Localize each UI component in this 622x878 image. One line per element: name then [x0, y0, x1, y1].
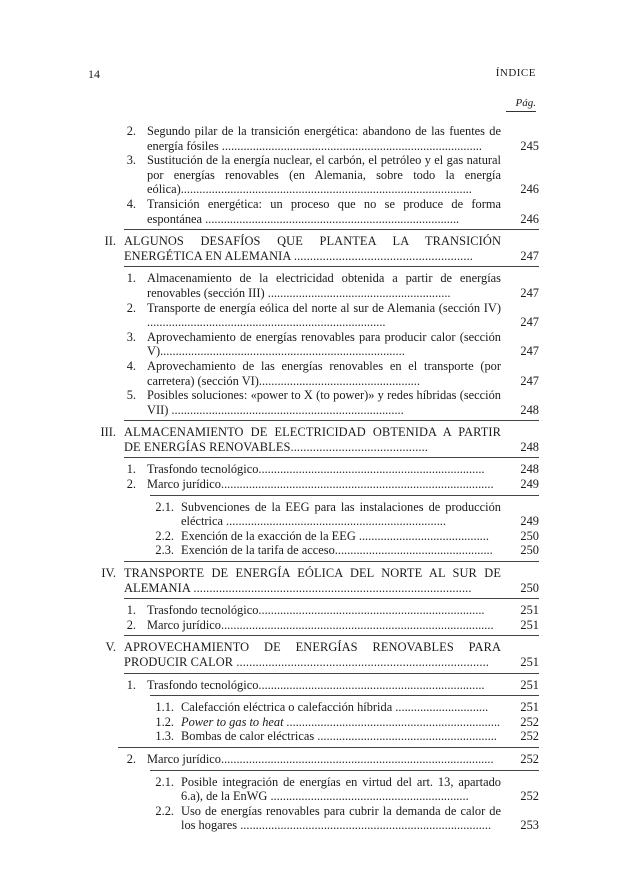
- toc-section: [88, 425, 539, 454]
- toc-entry-number: 4.: [126, 196, 136, 211]
- toc-entry-page: 247: [520, 344, 539, 359]
- section-divider: [124, 598, 539, 599]
- toc-entry: [88, 153, 539, 197]
- toc-subentry-title: Subvenciones de la EEG para las instalaciones de producción eléctrica .......................................................................: [181, 499, 501, 529]
- toc-entry: [88, 271, 539, 300]
- page-number: 14: [88, 67, 100, 81]
- toc-subentry-page: 250: [520, 528, 539, 543]
- toc-subentry-number: 1.2.: [155, 714, 174, 729]
- toc-subentry-page: 250: [520, 543, 539, 558]
- toc-entry-page: 251: [520, 617, 539, 632]
- toc-section-number: III.: [100, 425, 116, 440]
- toc-subentry: [88, 729, 539, 744]
- toc-entry-number: 5.: [126, 388, 136, 403]
- running-head: ÍNDICE: [495, 67, 536, 79]
- section-divider: [150, 495, 539, 496]
- toc-entry: [88, 330, 539, 359]
- toc-entry-page: 251: [520, 677, 539, 692]
- toc-entry-title: Trasfondo tecnológico.........................................................................: [147, 677, 485, 692]
- toc-entry-page: 248: [520, 402, 539, 417]
- toc-subentry-title: Uso de energías renovables para cubrir la demanda de calor de los hogares .................................................................................: [181, 803, 501, 833]
- toc-subentry-number: 2.1.: [155, 774, 174, 789]
- section-divider: [124, 266, 539, 267]
- toc-section-page: 248: [520, 439, 539, 454]
- toc-entry-title: Sustitución de la energía nuclear, el carbón, el petróleo y el gas natural por energías renovables (en Alemania, sobre todo la energía eólica)..............................................................................................: [147, 153, 501, 197]
- toc-entry-title: Transporte de energía eólica del norte al sur de Alemania (sección IV) .............................................................................: [147, 300, 501, 330]
- toc-subentry-title: Calefacción eléctrica o calefacción híbrida ..............................: [181, 700, 489, 715]
- toc-entry-page: 245: [520, 138, 539, 153]
- toc-entry-title: Trasfondo tecnológico.........................................................................: [147, 603, 485, 618]
- toc-entry: [88, 678, 539, 693]
- toc-subentry-title: Exención de la tarifa de acceso...................................................: [181, 543, 493, 558]
- toc-subentry-number: 2.3.: [155, 543, 174, 558]
- toc-entry-number: 1.: [126, 271, 136, 286]
- toc-entry-number: 1.: [126, 603, 136, 618]
- section-divider: [150, 770, 539, 771]
- toc-entry-page: 247: [520, 285, 539, 300]
- toc-section-page: 250: [520, 580, 539, 595]
- toc-subentry: [88, 715, 539, 730]
- toc-entry: [88, 752, 539, 767]
- toc-section-number: V.: [105, 640, 116, 655]
- toc-entry-title: Posibles soluciones: «power to X (to power)» y redes híbridas (sección VII) ...........................................................................: [147, 388, 501, 417]
- toc-entry-title: Aprovechamiento de las energías renovables en el transporte (por carretera) (sección VI)....................................................: [147, 358, 501, 388]
- section-divider: [150, 695, 539, 696]
- toc-entry-title: Marco jurídico........................................................................................: [147, 617, 494, 632]
- toc-entry-page: 248: [520, 462, 539, 477]
- toc-section-title: APROVECHAMIENTO DE ENERGÍAS RENOVABLES PARA PRODUCIR CALOR ...............................................................................: [124, 640, 501, 669]
- toc-entry-page: 252: [520, 751, 539, 766]
- table-of-contents: [88, 124, 539, 833]
- toc-entry-number: 1.: [126, 677, 136, 692]
- toc-subentry: [88, 500, 539, 529]
- toc-section-number: II.: [104, 234, 116, 249]
- toc-entry: [88, 603, 539, 618]
- section-divider: [124, 673, 539, 674]
- toc-entry-number: 2.: [126, 751, 136, 766]
- toc-entry-title: Trasfondo tecnológico.........................................................................: [147, 462, 485, 477]
- section-divider: [124, 420, 539, 421]
- toc-section: [88, 640, 539, 669]
- toc-subentry-number: 2.1.: [155, 499, 174, 514]
- toc-entry-number: 2.: [126, 124, 136, 138]
- toc-subentry-page: 252: [520, 729, 539, 744]
- toc-subentry-title: Bombas de calor eléctricas ..........................................................: [181, 729, 497, 744]
- toc-entry-title: Aprovechamiento de energías renovables para producir calor (sección V)...............................................................................: [147, 329, 501, 359]
- toc-subentry-page: 249: [520, 514, 539, 529]
- toc-entry: [88, 388, 539, 417]
- toc-subentry: [88, 700, 539, 715]
- toc-entry-number: 2.: [126, 617, 136, 632]
- toc-entry-page: 246: [520, 211, 539, 226]
- toc-section: [88, 234, 539, 263]
- toc-entry-number: 2.: [126, 300, 136, 315]
- toc-subentry: [88, 529, 539, 544]
- toc-entry-page: 246: [520, 182, 539, 197]
- section-divider: [124, 635, 539, 636]
- toc-section-page: 251: [520, 655, 539, 669]
- toc-entry: [88, 359, 539, 388]
- toc-entry: [88, 124, 539, 153]
- toc-subentry-page: 251: [520, 700, 539, 715]
- toc-subentry-number: 2.2.: [155, 803, 174, 818]
- toc-entry-page: 247: [520, 315, 539, 330]
- toc-entry-title: Marco jurídico........................................................................................: [147, 477, 494, 492]
- toc-subentry-number: 1.3.: [155, 729, 174, 744]
- toc-subentry-title: Posible integración de energías en virtud del art. 13, apartado 6.a), de la EnWG ................................................................: [181, 774, 501, 804]
- section-divider: [124, 229, 539, 230]
- toc-entry: [88, 618, 539, 633]
- page-column-label: Pág.: [506, 97, 536, 112]
- toc-entry-page: 249: [520, 477, 539, 492]
- toc-entry-title: Almacenamiento de la electricidad obtenida a partir de energías renovables (sección III) ...........................................................: [147, 271, 501, 300]
- toc-section-title: ALMACENAMIENTO DE ELECTRICIDAD OBTENIDA A PARTIR DE ENERGÍAS RENOVABLES...........................................: [124, 425, 501, 454]
- toc-section-page: 247: [520, 248, 539, 263]
- toc-subentry: [88, 543, 539, 558]
- toc-subentry-page: 252: [520, 714, 539, 729]
- toc-subentry-page: 253: [520, 818, 539, 833]
- toc-entry-title: Transición energética: un proceso que no se produce de forma espontánea ..................................................................................: [147, 196, 501, 226]
- toc-section-title: ALGUNOS DESAFÍOS QUE PLANTEA LA TRANSICIÓN ENERGÉTICA EN ALEMANIA ........................................................: [124, 234, 501, 263]
- toc-entry-number: 2.: [126, 477, 136, 492]
- toc-entry-page: 251: [520, 603, 539, 618]
- toc-entry-number: 3.: [126, 153, 136, 168]
- toc-section-title: TRANSPORTE DE ENERGÍA EÓLICA DEL NORTE AL SUR DE ALEMANIA .......................................................................................: [124, 566, 501, 595]
- toc-section-number: IV.: [101, 566, 116, 581]
- toc-entry-number: 4.: [126, 358, 136, 373]
- section-divider: [118, 747, 539, 748]
- toc-section: [88, 566, 539, 595]
- toc-subentry: [88, 775, 539, 804]
- section-divider: [124, 561, 539, 562]
- toc-entry: [88, 301, 539, 330]
- toc-subentry-title: Exención de la exacción de la EEG ..........................................: [181, 528, 489, 543]
- toc-entry: [88, 477, 539, 492]
- toc-entry-page: 247: [520, 373, 539, 388]
- toc-entry-title: Segundo pilar de la transición energética: abandono de las fuentes de energía fósiles ....................................................................................: [147, 124, 501, 153]
- toc-entry: [88, 462, 539, 477]
- toc-subentry-title: Power to gas to heat .....................................................................: [181, 714, 501, 729]
- toc-subentry: [88, 804, 539, 833]
- toc-subentry-number: 2.2.: [155, 528, 174, 543]
- toc-subentry-page: 252: [520, 789, 539, 804]
- toc-entry: [88, 197, 539, 226]
- toc-entry-title: Marco jurídico........................................................................................: [147, 751, 494, 766]
- section-divider: [124, 457, 539, 458]
- toc-subentry-number: 1.1.: [155, 700, 174, 715]
- toc-entry-number: 1.: [126, 462, 136, 477]
- toc-entry-number: 3.: [126, 329, 136, 344]
